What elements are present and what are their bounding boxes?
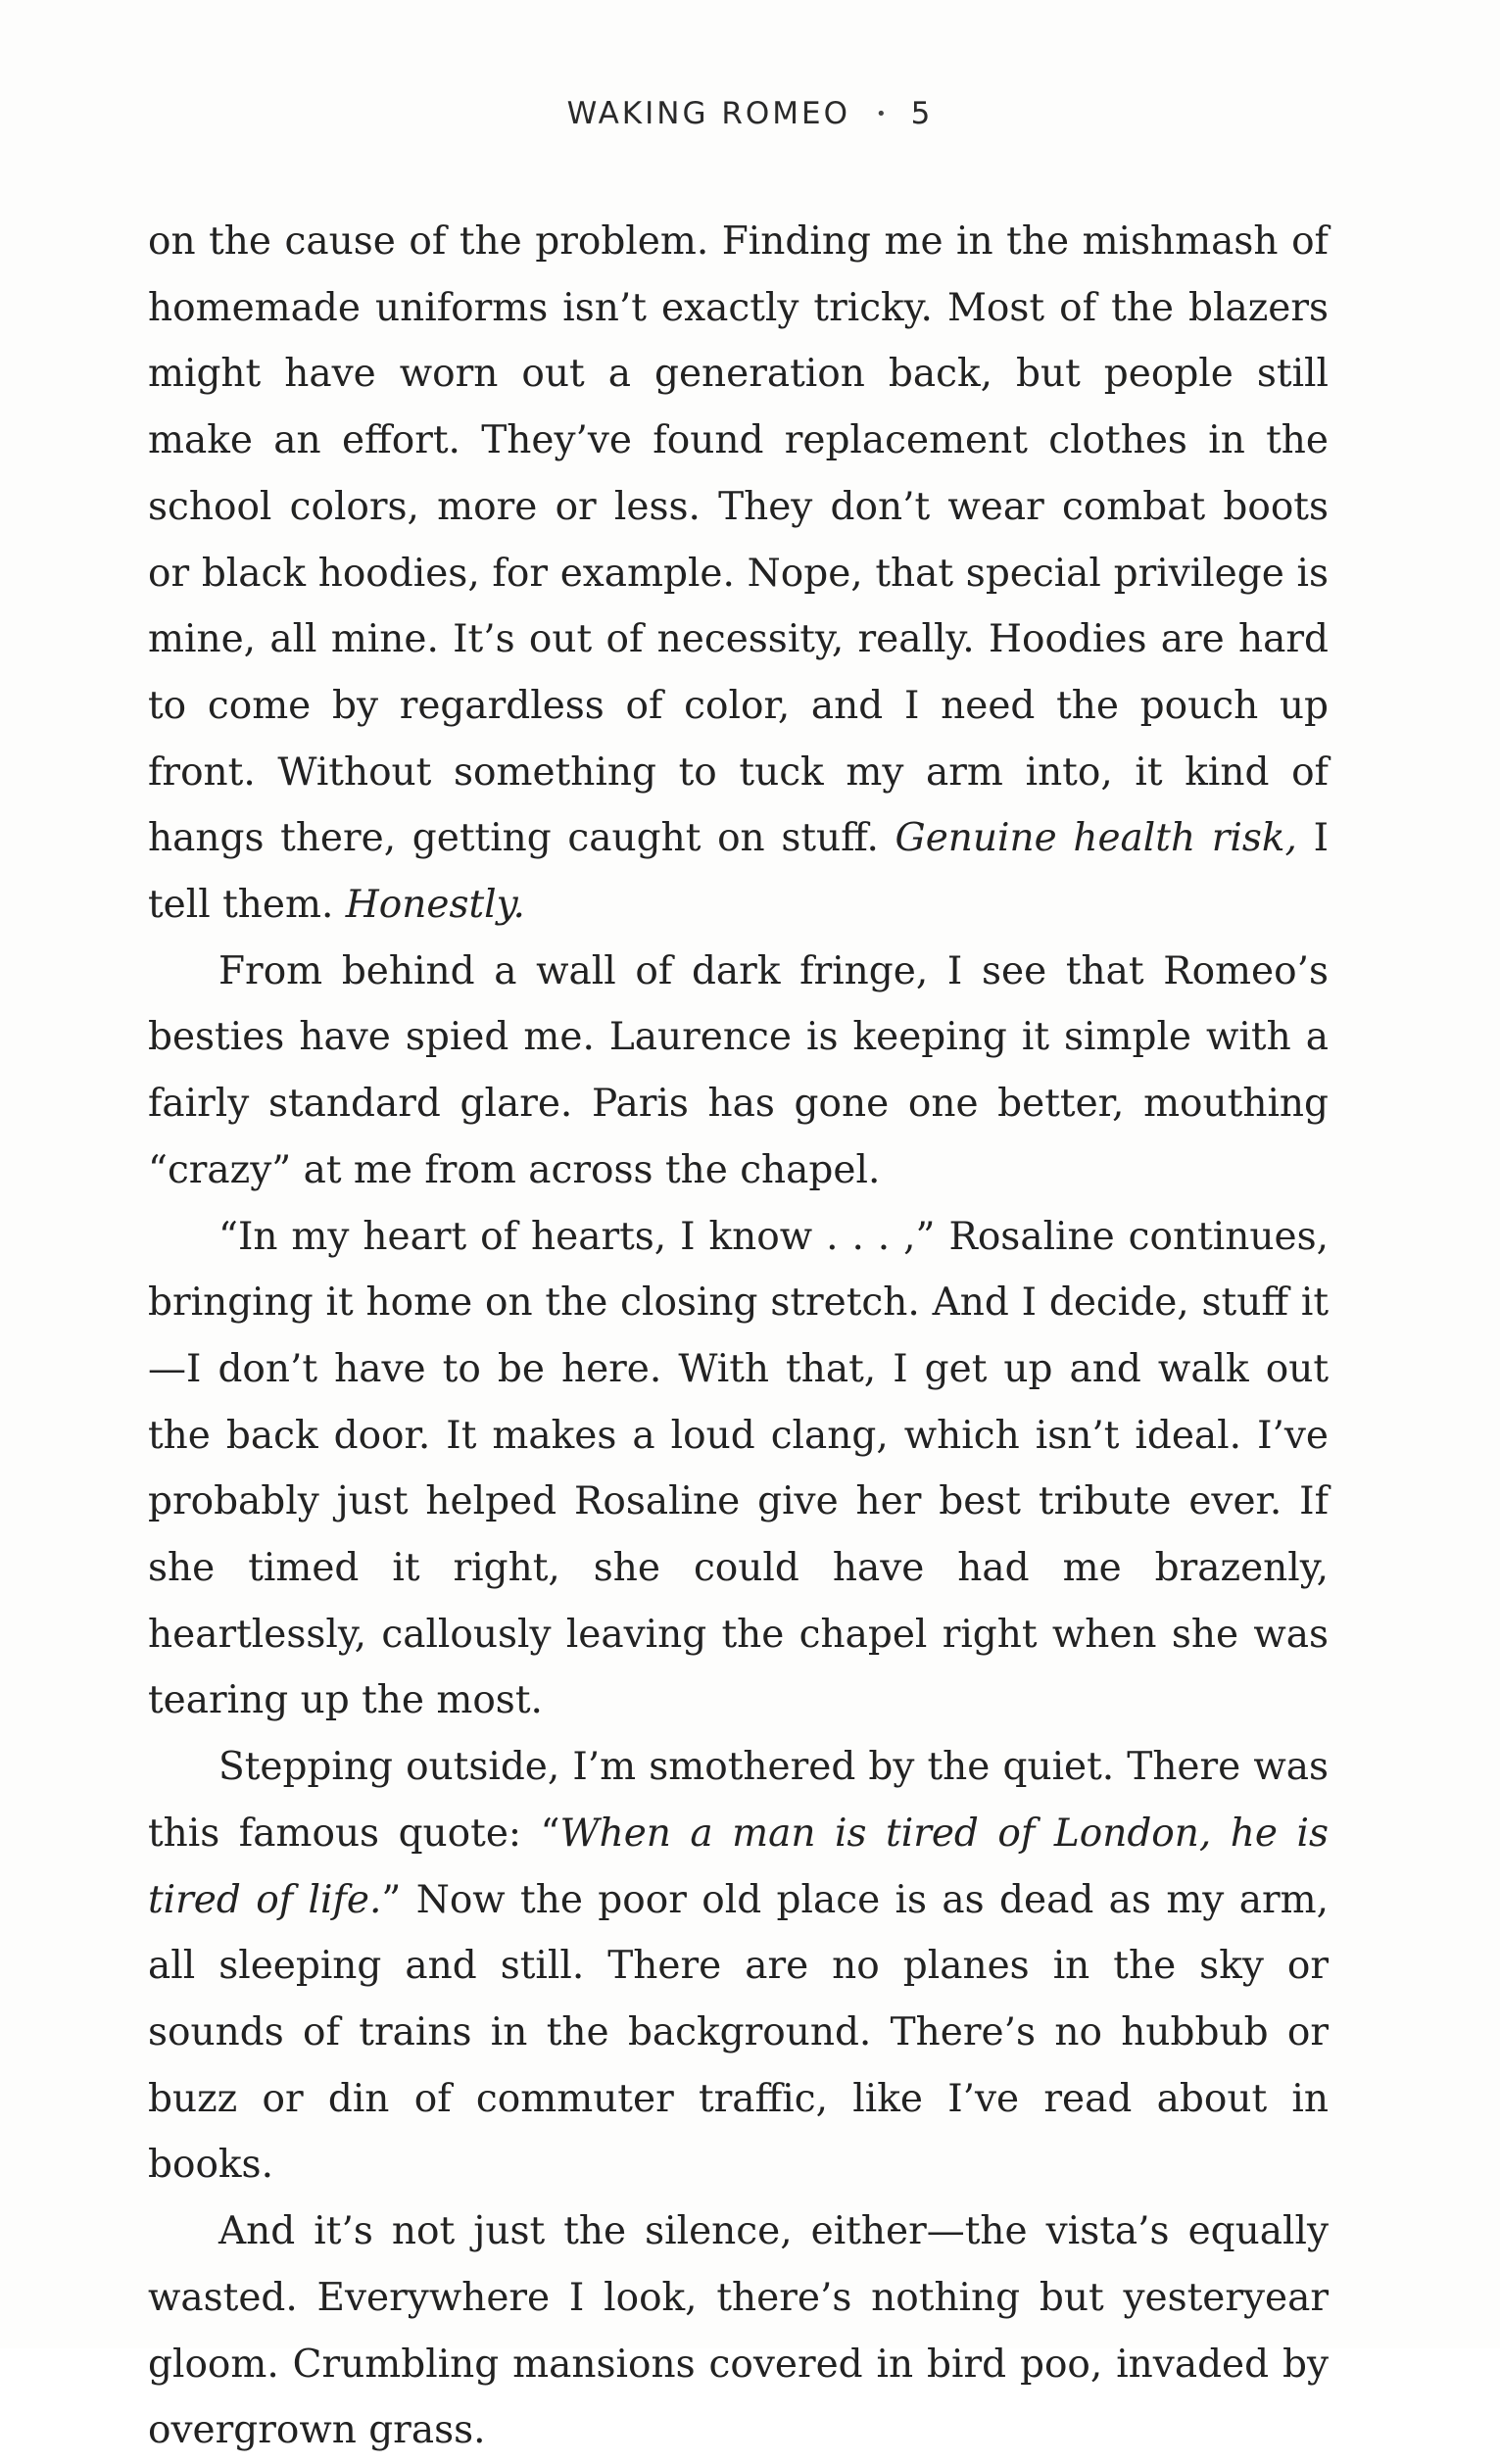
running-head <box>0 96 1500 131</box>
paragraph: From behind a wall of dark fringe, I see that Romeo’s besties have spied me. Laurence is keeping it simple with a fairly standard glare. Paris has gone one better, mouthing “crazy” at me from across the chapel. <box>148 948 1329 1192</box>
paragraph <box>148 209 1329 939</box>
paragraph: “In my heart of hearts, I know . . . ,” Rosaline continues, bringing it home on the closing stretch. And I decide, stuff it—I don’t have to be here. With that, I get up and walk out the back door. It makes a loud clang, which isn’t ideal. I’ve probably just helped Rosaline give her best tribute ever. If she timed it right, she could have had me brazenly, heartlessly, callously leaving the chapel right when she was tearing up the most. <box>148 1214 1329 1723</box>
body-text <box>148 209 1329 2464</box>
italic-quote: When a man is tired of London, he is tired of life. <box>148 1811 1329 1922</box>
paragraph: And it’s not just the silence, either—the vista’s equally wasted. Everywhere I look, there’s nothing but yesteryear gloom. Crumbling mansions covered in bird poo, invaded by overgrown grass. <box>148 2209 1329 2453</box>
paragraph-text: on the cause of the problem. Finding me in the mishmash of homemade uniforms isn’t exactly tricky. Most of the blazers might have worn out a generation back, but people still make an effort. They’ve found replacement clothes in the school colors, more or less. They don’t wear combat boots or black hoodies, for example. Nope, that special privilege is mine, all mine. It’s out of necessity, really. Hoodies are hard to come by regardless of color, and I need the pouch up front. Without something to tuck my arm into, it kind of hangs there, getting caught on stuff. <box>148 219 1329 861</box>
paragraph-text: I tell them. <box>148 816 1330 928</box>
book-title: WAKING ROMEO <box>566 96 850 131</box>
header-separator: • <box>876 104 890 124</box>
paragraph <box>148 1734 1329 2198</box>
italic-text: Honestly. <box>345 883 525 928</box>
page-number: 5 <box>910 96 934 131</box>
paragraph-text: ” Now the poor old place is as dead as my arm, all sleeping and still. There are no planes in the sky or sounds of trains in the background. There’s no hubbub or buzz or din of commuter traffic, like I’ve read about in books. <box>148 1877 1329 2188</box>
italic-text: Genuine health risk, <box>895 816 1297 861</box>
paragraph-text: Stepping outside, I’m smothered by the quiet. There was this famous quote: “ <box>148 1745 1329 1856</box>
